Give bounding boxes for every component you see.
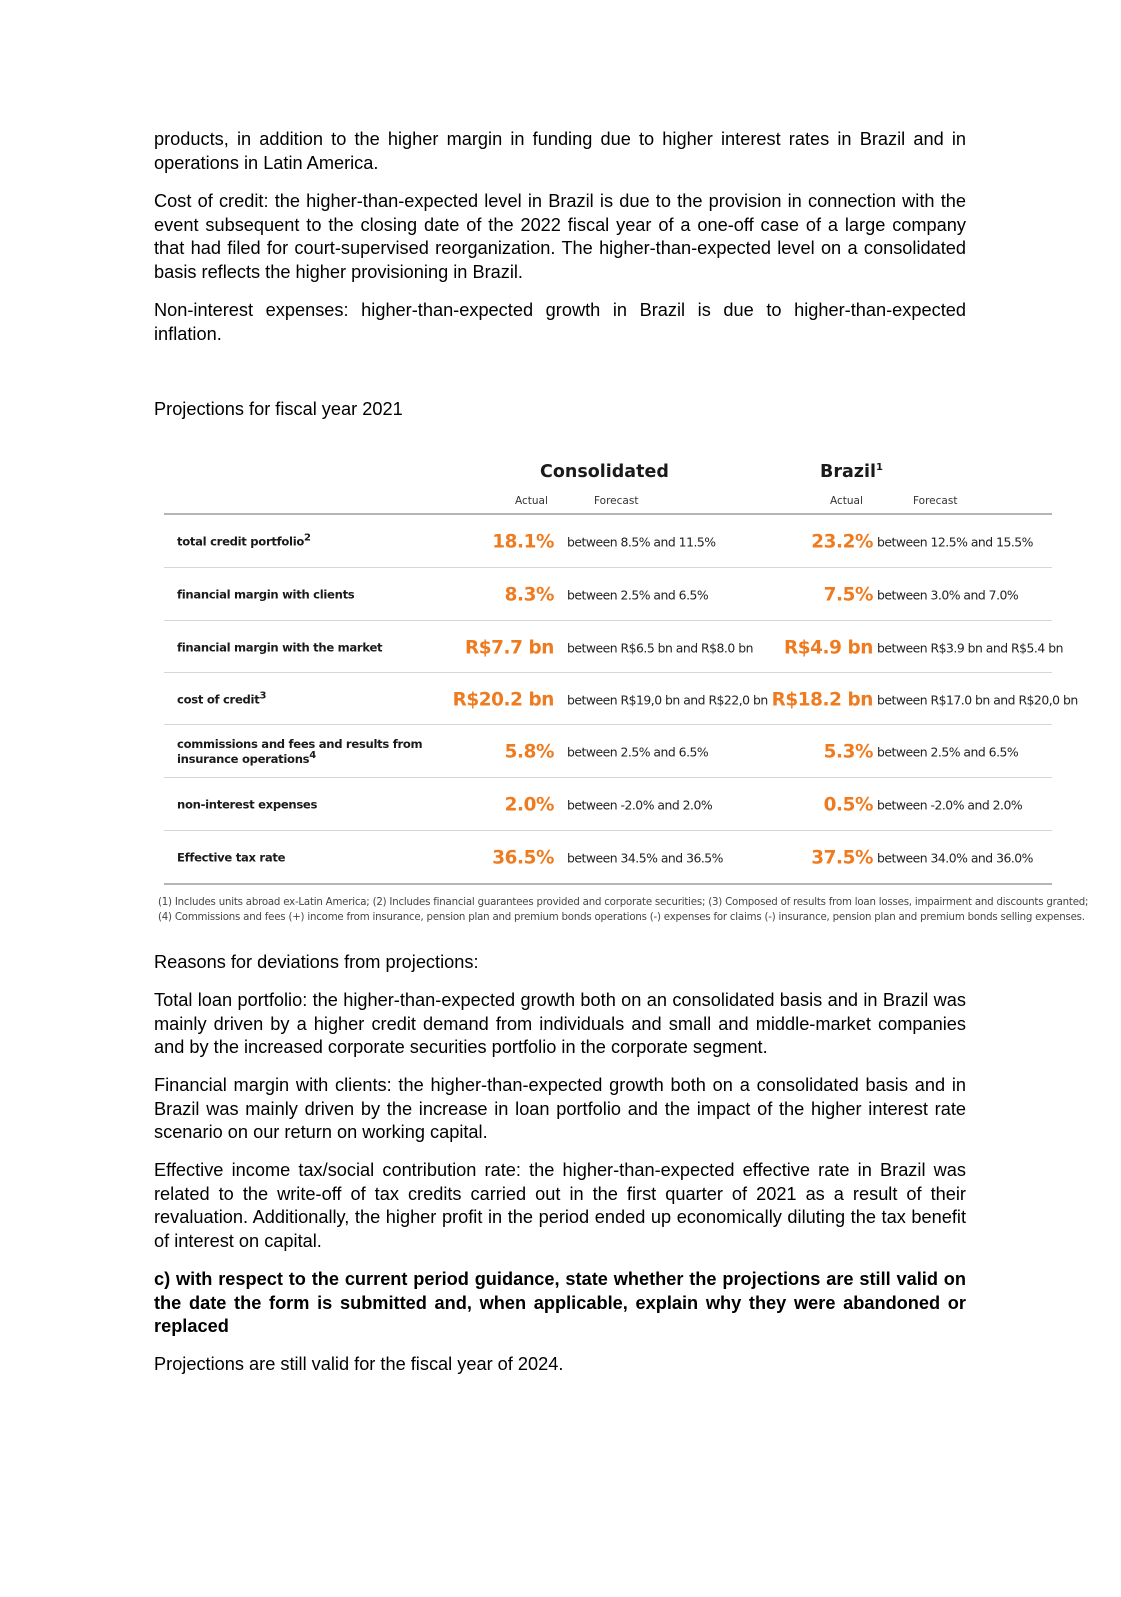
- brazil-actual-label: Actual: [830, 495, 863, 507]
- consolidated-forecast-value: between R$6.5 bn and R$8.0 bn: [567, 640, 753, 655]
- consolidated-forecast-value: between 8.5% and 11.5%: [567, 534, 716, 549]
- brazil-actual-value: 0.5%: [823, 794, 873, 815]
- brazil-forecast-value: between R$17.0 bn and R$20,0 bn: [877, 692, 1078, 707]
- brazil-forecast-value: between 12.5% and 15.5%: [877, 534, 1033, 549]
- consolidated-actual-value: 2.0%: [504, 794, 554, 815]
- consolidated-actual-value: 36.5%: [492, 847, 554, 868]
- consolidated-header: Consolidated: [540, 462, 669, 482]
- consolidated-actual-value: R$7.7 bn: [465, 637, 554, 658]
- intro-paragraph-non-interest-expenses: Non-interest expenses: higher-than-expected growth in Brazil is due to higher-than-expected inflation.: [154, 300, 966, 344]
- table-row: [164, 515, 1052, 568]
- table-bottom-rule: [164, 883, 1052, 885]
- table-row: [164, 673, 1078, 726]
- metric-label: Effective tax rate: [177, 850, 286, 864]
- consolidated-actual-value: 5.8%: [504, 741, 554, 762]
- metric-label: cost of credit3: [177, 690, 267, 706]
- consolidated-forecast-value: between 2.5% and 6.5%: [567, 587, 709, 602]
- metric-label: total credit portfolio2: [177, 532, 311, 548]
- table-row: [164, 725, 1052, 778]
- consolidated-forecast-value: between 34.5% and 36.5%: [567, 850, 723, 865]
- brazil-forecast-value: between R$3.9 bn and R$5.4 bn: [877, 640, 1063, 655]
- consolidated-actual-value: 18.1%: [492, 531, 554, 552]
- intro-paragraph-1: products, in addition to the higher margin in funding due to higher interest rates in Brazil and in operations in Latin America.: [154, 129, 966, 173]
- consolidated-forecast-value: between R$19,0 bn and R$22,0 bn: [567, 692, 768, 707]
- reasons-title: Reasons for deviations from projections:: [154, 952, 479, 972]
- brazil-actual-value: 37.5%: [811, 847, 873, 868]
- brazil-actual-value: 7.5%: [823, 584, 873, 605]
- table-row: [164, 568, 1052, 621]
- consolidated-forecast-value: between -2.0% and 2.0%: [567, 797, 713, 812]
- question-c-heading: c) with respect to the current period guidance, state whether the projections are still valid on the date the form is submitted and, when applicable, explain why they were abandoned or replaced: [154, 1269, 966, 1337]
- consolidated-forecast-label: Forecast: [594, 495, 639, 507]
- consolidated-actual-label: Actual: [515, 495, 548, 507]
- closing-statement: Projections are still valid for the fiscal year of 2024.: [154, 1354, 564, 1374]
- brazil-actual-value: 5.3%: [823, 741, 873, 762]
- brazil-actual-value: 23.2%: [811, 531, 873, 552]
- metric-label: financial margin with the market: [177, 640, 383, 654]
- brazil-forecast-value: between -2.0% and 2.0%: [877, 797, 1023, 812]
- consolidated-actual-value: 8.3%: [504, 584, 554, 605]
- brazil-forecast-value: between 2.5% and 6.5%: [877, 744, 1019, 759]
- table-row: [164, 621, 1063, 674]
- reasons-paragraph-loan-portfolio: Total loan portfolio: the higher-than-expected growth both on an consolidated basis and in Brazil was mainly driven by a higher credit demand from individuals and small and middle-market companies and by the increased corporate securities portfolio in the corporate segment.: [154, 990, 966, 1058]
- brazil-forecast-value: between 34.0% and 36.0%: [877, 850, 1033, 865]
- brazil-forecast-value: between 3.0% and 7.0%: [877, 587, 1019, 602]
- table-footnote-2: (4) Commissions and fees (+) income from insurance, pension plan and premium bonds operations (-) expenses for claims (-) insurance, pension plan and premium bonds selling expenses.: [158, 912, 1085, 923]
- table-footnote-1: (1) Includes units abroad ex-Latin America; (2) Includes financial guarantees provided and corporate securities; (3) Composed of results from loan losses, impairment and discounts granted;: [158, 897, 1089, 908]
- intro-paragraph-cost-of-credit: Cost of credit: the higher-than-expected level in Brazil is due to the provision in connection with the event subsequent to the closing date of the 2022 fiscal year of a one-off case of a large company that had filed for court-supervised reorganization. The higher-than-expected level on a consolidated basis reflects the higher provisioning in Brazil.: [154, 191, 966, 282]
- brazil-actual-value: R$18.2 bn: [771, 689, 873, 710]
- metric-label: commissions and fees and results from insurance operations4: [177, 736, 423, 766]
- brazil-header: Brazil$^1$: [820, 462, 883, 482]
- reasons-paragraph-tax-rate: Effective income tax/social contribution rate: the higher-than-expected effective rate in Brazil was related to the write-off of tax credits carried out in the first quarter of 2021 as a result of their revaluation. Additionally, the higher profit in the period ended up economically diluting the tax benefit of interest on capital.: [154, 1160, 966, 1251]
- consolidated-actual-value: R$20.2 bn: [452, 689, 554, 710]
- reasons-paragraph-financial-margin: Financial margin with clients: the higher-than-expected growth both on a consolidated basis and in Brazil was mainly driven by the increase in loan portfolio and the impact of the higher interest rate scenario on our return on working capital.: [154, 1075, 966, 1143]
- brazil-forecast-label: Forecast: [913, 495, 958, 507]
- projections-title: Projections for fiscal year 2021: [154, 399, 403, 419]
- metric-label: financial margin with clients: [177, 587, 355, 601]
- consolidated-forecast-value: between 2.5% and 6.5%: [567, 744, 709, 759]
- table-row: [164, 778, 1052, 831]
- table-row: [164, 831, 1052, 884]
- metric-label: non-interest expenses: [177, 797, 318, 811]
- brazil-actual-value: R$4.9 bn: [784, 637, 873, 658]
